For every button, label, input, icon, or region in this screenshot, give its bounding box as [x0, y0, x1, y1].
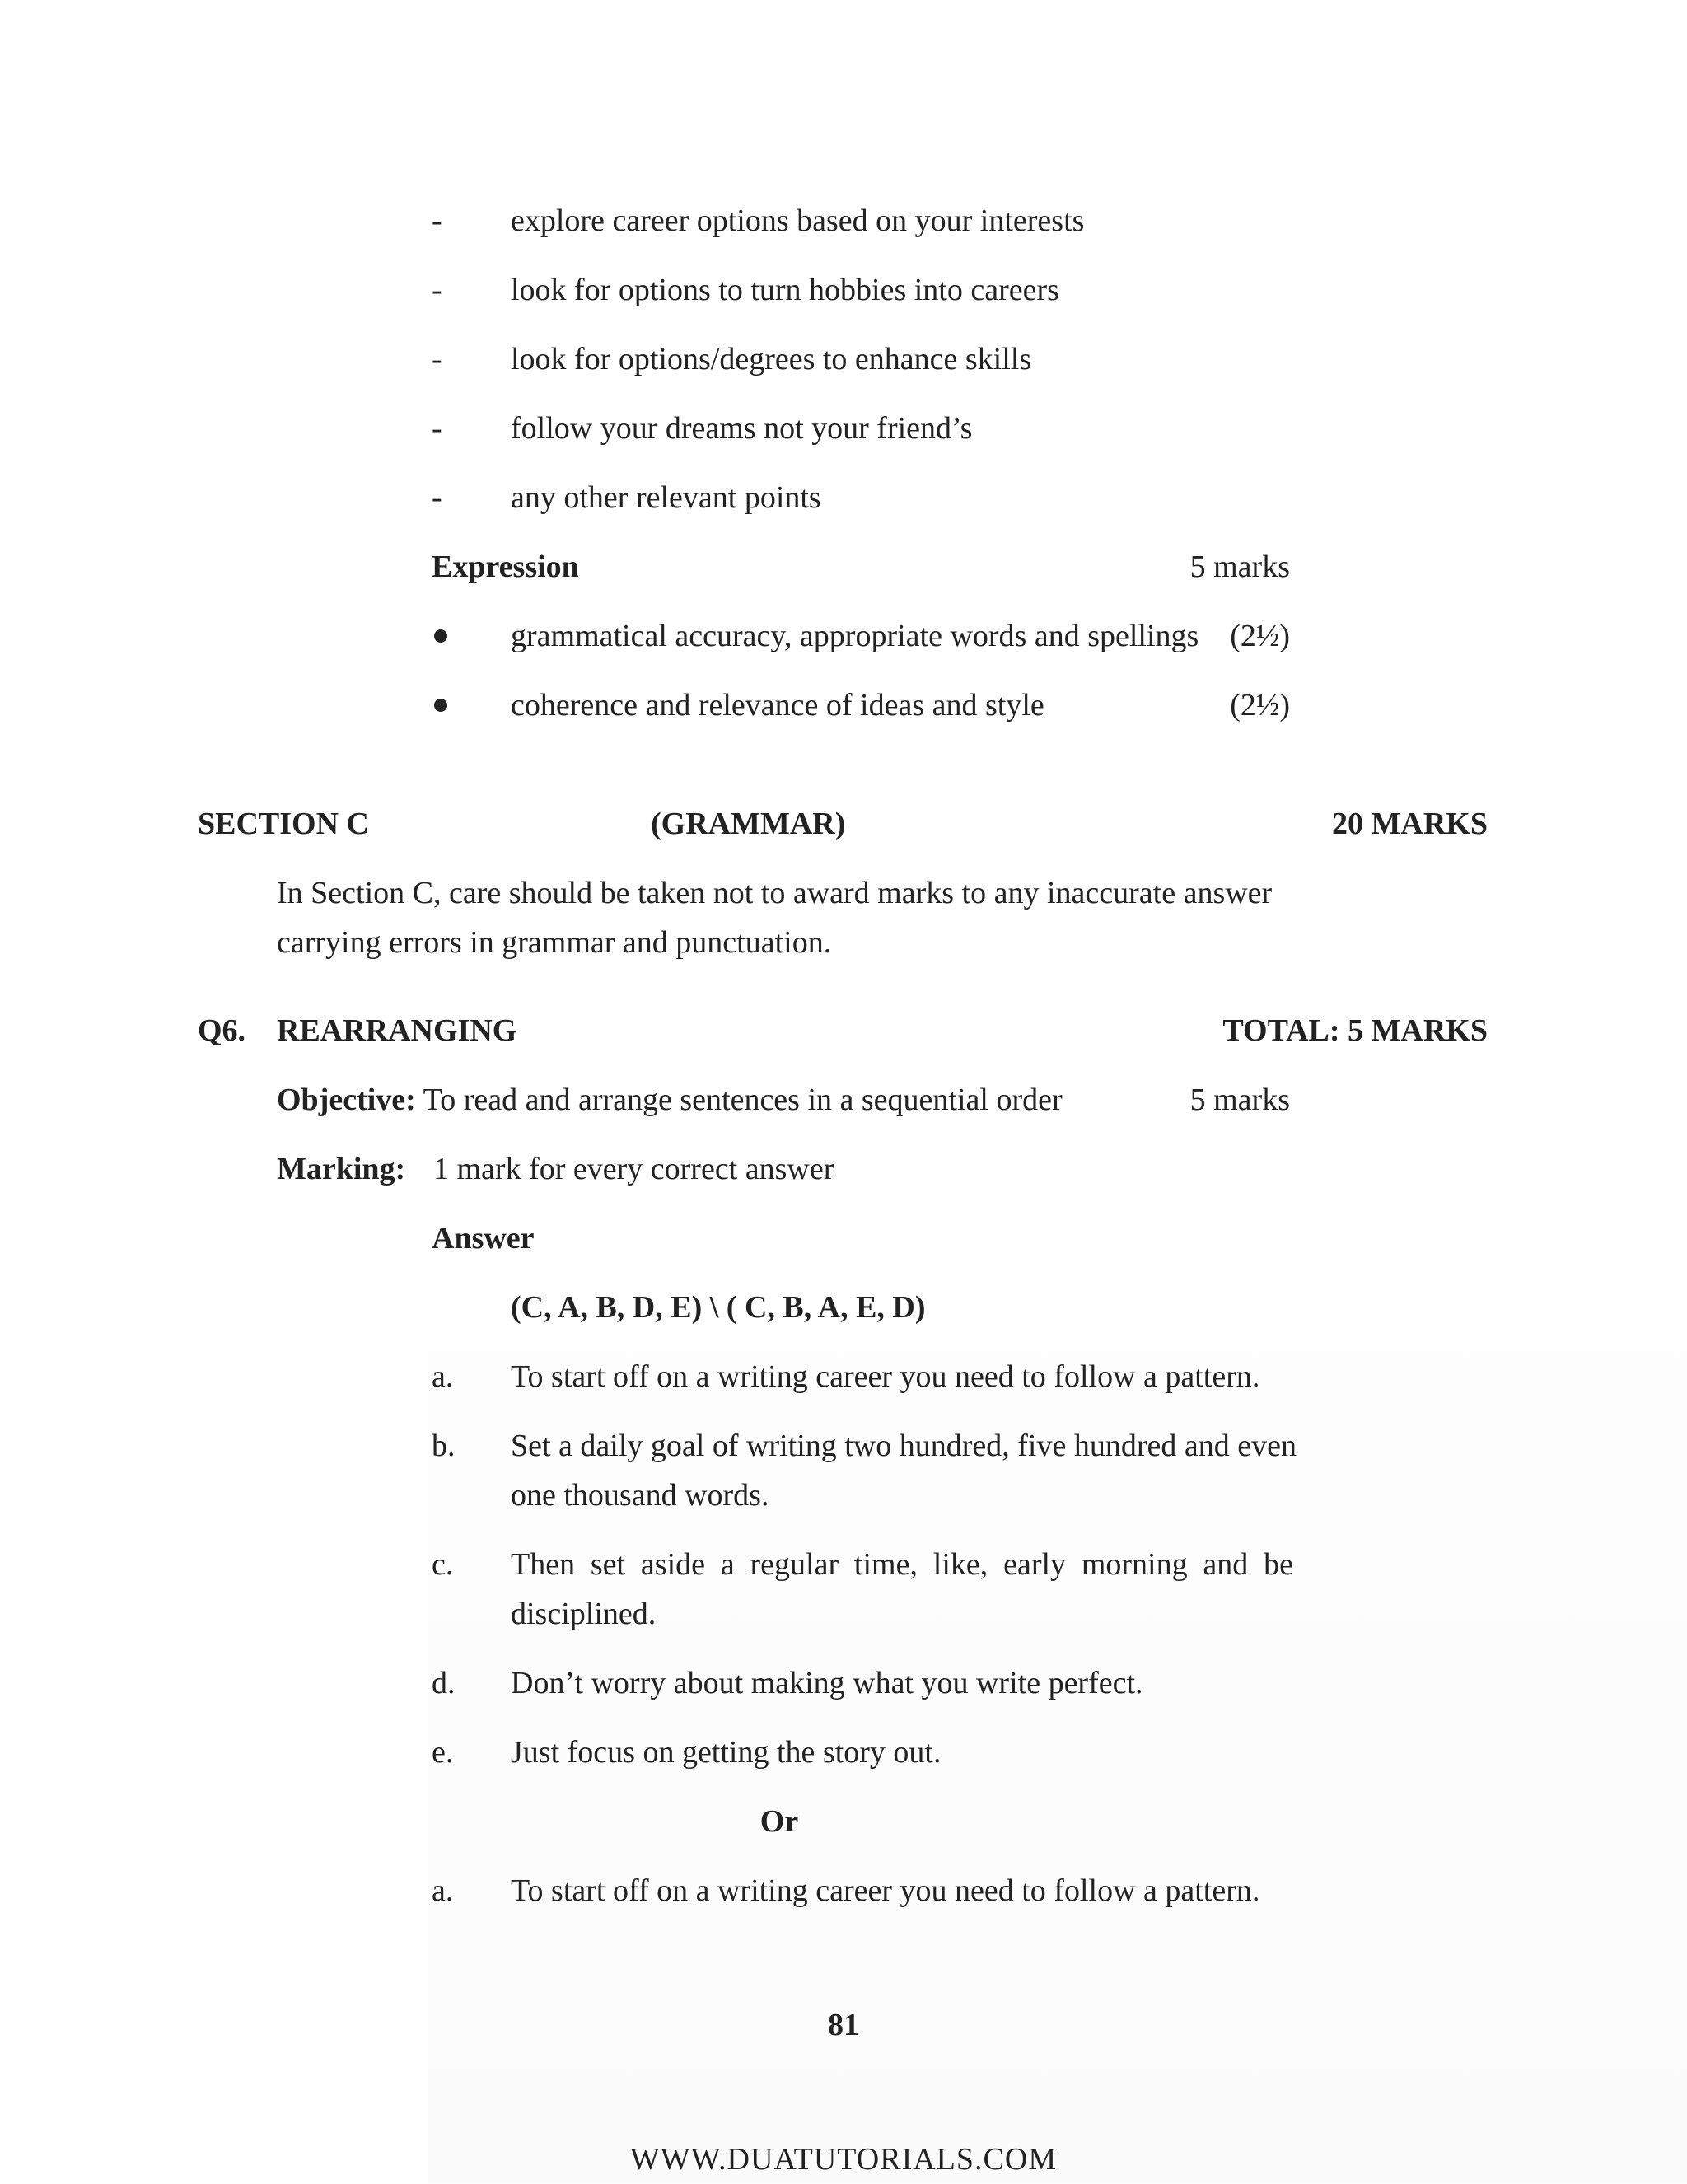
page-number: 81	[828, 2008, 859, 2042]
list-marker: -	[432, 203, 442, 238]
section-note-line: carrying errors in grammar and punctuation.	[277, 925, 832, 960]
expression-item-marks: (2½)	[1230, 619, 1290, 653]
answer-item: Then set aside a regular time, like, early morning and be	[511, 1547, 1293, 1582]
list-marker: -	[432, 480, 442, 515]
list-marker: -	[432, 273, 442, 307]
answer-sequence: (C, A, B, D, E) \ ( C, B, A, E, D)	[511, 1290, 926, 1325]
or-divider: Or	[759, 1804, 799, 1839]
bullet-icon	[434, 699, 447, 712]
list-marker: -	[432, 411, 442, 446]
item-marker: a.	[432, 1873, 454, 1908]
item-marker: b.	[432, 1429, 456, 1463]
question-title: REARRANGING	[277, 1013, 517, 1048]
website-footer: WWW.DUATUTORIALS.COM	[629, 2142, 1058, 2177]
expression-heading: Expression	[432, 550, 579, 584]
marking-label: Marking:	[277, 1152, 406, 1186]
answer-heading: Answer	[432, 1221, 535, 1256]
objective-row	[277, 1075, 1063, 1125]
answer-item-continued: one thousand words.	[511, 1478, 769, 1513]
question-total: TOTAL: 5 MARKS	[1222, 1013, 1488, 1048]
list-item: any other relevant points	[511, 480, 821, 515]
question-number: Q6.	[198, 1013, 246, 1048]
expression-item: coherence and relevance of ideas and style	[511, 688, 1044, 723]
answer-item-continued: disciplined.	[511, 1597, 657, 1631]
expression-item: grammatical accuracy, appropriate words and spellings	[511, 619, 1199, 653]
objective-label: Objective:	[277, 1083, 416, 1117]
objective-text: To read and arrange sentences in a sequential order	[423, 1083, 1063, 1117]
expression-item-marks: (2½)	[1230, 688, 1290, 723]
answer-item: Just focus on getting the story out.	[511, 1735, 942, 1770]
marking-text: 1 mark for every correct answer	[433, 1152, 834, 1186]
section-title: (GRAMMAR)	[651, 807, 846, 841]
section-marks: 20 MARKS	[1332, 807, 1488, 841]
list-item: look for options/degrees to enhance skills	[511, 342, 1032, 376]
list-item: explore career options based on your interests	[511, 203, 1085, 238]
expression-marks: 5 marks	[1189, 550, 1290, 584]
bullet-icon	[434, 629, 447, 643]
item-marker: d.	[432, 1666, 456, 1700]
section-note-line: In Section C, care should be taken not to award marks to any inaccurate answer	[277, 876, 1273, 910]
item-marker: a.	[432, 1359, 454, 1394]
answer-item: To start off on a writing career you need to follow a pattern.	[511, 1873, 1260, 1908]
item-marker: e.	[432, 1735, 454, 1770]
item-marker: c.	[432, 1547, 454, 1582]
objective-marks: 5 marks	[1189, 1083, 1290, 1117]
list-item: follow your dreams not your friend’s	[511, 411, 973, 446]
answer-item: To start off on a writing career you need to follow a pattern.	[511, 1359, 1260, 1394]
list-marker: -	[432, 342, 442, 376]
list-item: look for options to turn hobbies into careers	[511, 273, 1059, 307]
section-label: SECTION C	[198, 807, 369, 841]
answer-item: Set a daily goal of writing two hundred, five hundred and even	[511, 1429, 1297, 1463]
answer-item: Don’t worry about making what you write perfect.	[511, 1666, 1143, 1700]
